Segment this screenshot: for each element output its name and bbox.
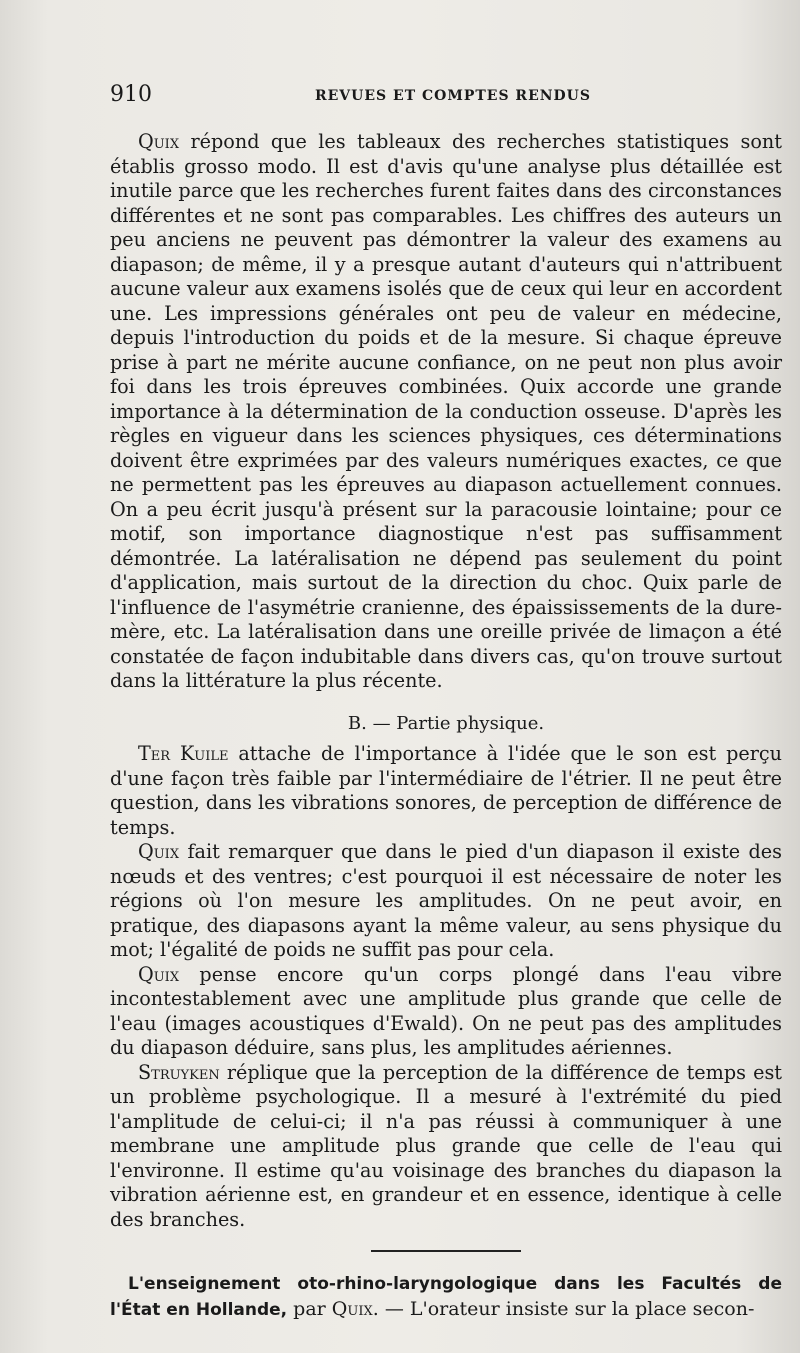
author-name: Quix [138, 962, 180, 986]
paragraph-text: pense encore qu'un corps plongé dans l'eau vibre incontestablement avec une amplitude plus grande que celle de l'eau (images acoustiques d'Ewald). On ne peut pas des amplitudes du diapason déduire, sans plus, les amplitudes aériennes. [110, 962, 782, 1059]
page-number: 910 [110, 82, 152, 107]
paragraph-text: réplique que la perception de la différence de temps est un problème psychologique. Il a mesuré à l'extrémité du pied l'amplitude de celui-ci; il n'a pas réussi à communiquer à une membrane une amplitude plus grande que celle de l'eau qui l'environne. Il estime qu'au voisinage des branches du diapason la vibration aérienne est, en grandeur et en essence, identique à celle des branches. [110, 1060, 782, 1231]
article-continuation: . — L'orateur insiste sur la place secon- [372, 1297, 755, 1320]
article-heading [110, 1272, 782, 1322]
author-name: Quix [138, 840, 180, 863]
article-title: L'enseignement oto-rhino-laryngologique dans les Facultés de l'État en Hollande, [110, 1274, 782, 1320]
page-header [110, 82, 790, 112]
paragraph-ter-kuile [110, 742, 782, 840]
article-by: par [287, 1297, 332, 1320]
author-name: Struyken [138, 1060, 220, 1084]
running-head: REVUES ET COMPTES RENDUS [315, 88, 591, 104]
section-title: B. — Partie physique. [347, 712, 545, 734]
page-body [110, 130, 782, 1322]
author-name: Quix [138, 130, 180, 153]
separator-rule [371, 1250, 521, 1252]
author-name: Ter Kuile [138, 742, 229, 765]
article-author: Quix [331, 1297, 373, 1320]
paragraph-struyken [110, 1061, 782, 1233]
paragraph-text: fait remarquer que dans le pied d'un diapason il existe des nœuds et des ventres; c'est pourquoi il est nécessaire de noter les régions où l'on mesure les amplitudes. On ne peut avoir, en pratique, des diapasons ayant la même valeur, au sens physique du mot; l'égalité de poids ne suffit pas pour cela. [110, 840, 782, 961]
paragraph-quix-water [110, 963, 782, 1061]
paragraph-text: attache de l'importance à l'idée que le son est perçu d'une façon très faible par l'intermédiaire de l'étrier. Il ne peut être question, dans les vibrations sonores, de perception de différence de temps. [110, 742, 782, 839]
paragraph-text: répond que les tableaux des recherches statistiques sont établis grosso modo. Il est d'avis qu'une analyse plus détaillée est inutile parce que les recherches furent faites dans des circonstances différentes et ne sont pas comparables. Les chiffres des auteurs un peu anciens ne peuvent pas démontrer la valeur des examens au diapason; de même, il y a presque autant d'auteurs qui n'attribuent aucune valeur aux examens isolés que de ceux qui leur en accordent une. Les impressions générales ont peu de valeur en médecine, depuis l'introduction du poids et de la mesure. Si chaque épreuve prise à part ne mérite aucune confiance, on ne peut non plus avoir foi dans les trois épreuves combinées. Quix accorde une grande importance à la détermination de la conduction osseuse. D'après les règles en vigueur dans les sciences physiques, ces déterminations doivent être exprimées par des valeurs numériques exactes, ce que ne permettent pas les épreuves au diapason actuellement connues. On a peu écrit jusqu'à présent sur la paracousie lointaine; pour ce motif, son importance diagnostique n'est pas suffisamment démontrée. La latéralisation ne dépend pas seulement du point d'application, mais surtout de la direction du choc. Quix parle de l'influence de l'asymétrie cranienne, des épaississements de la dure-mère, etc. La latéralisation dans une oreille privée de limaçon a été constatée de façon indubitable dans divers cas, qu'on trouve surtout dans la littérature la plus récente. [110, 130, 782, 692]
paragraph-quix-response [110, 130, 782, 694]
paragraph-quix-nodes [110, 840, 782, 963]
